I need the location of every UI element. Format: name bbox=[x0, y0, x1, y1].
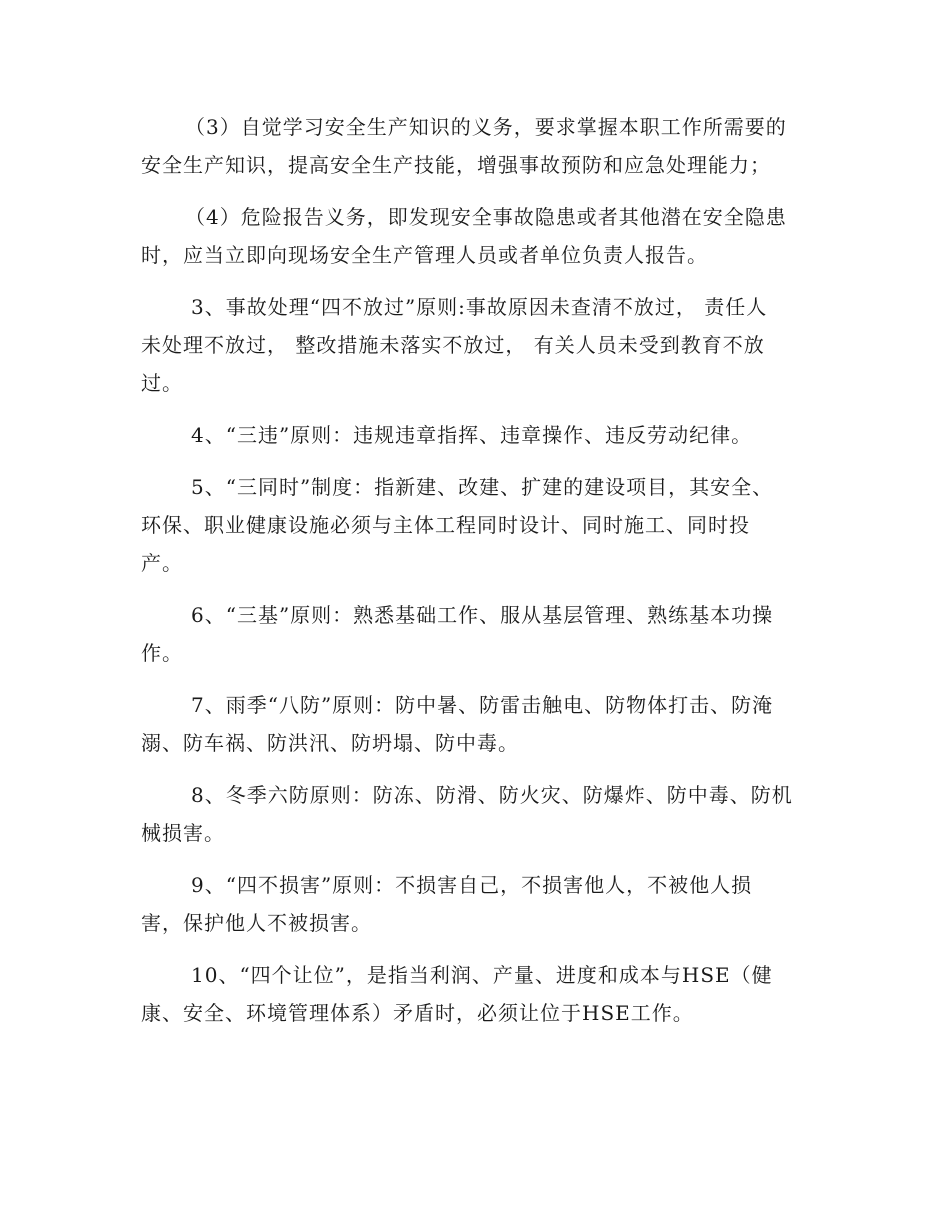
paragraph-line: （3）自觉学习安全生产知识的义务，要求掌握本职工作所需要的 bbox=[185, 115, 787, 139]
paragraph-line: 产。 bbox=[141, 551, 183, 575]
paragraph-line: 未处理不放过， 整改措施未落实不放过， 有关人员未受到教育不放 bbox=[141, 333, 765, 357]
paragraph-line: 安全生产知识，提高安全生产技能，增强事故预防和应急处理能力； bbox=[141, 153, 771, 177]
paragraph-line: 械损害。 bbox=[141, 821, 225, 845]
paragraph-line: 5、“三同时”制度：指新建、改建、扩建的建设项目，其安全、 bbox=[191, 475, 774, 499]
paragraph-line: 9、“四不损害”原则：不损害自己，不损害他人，不被他人损 bbox=[191, 873, 753, 897]
paragraph-line: （4）危险报告义务，即发现安全事故隐患或者其他潜在安全隐患 bbox=[185, 205, 787, 229]
paragraph-item-3 bbox=[141, 288, 811, 402]
paragraph-line: 3、事故处理“四不放过”原则:事故原因未查清不放过， 责任人 bbox=[191, 295, 768, 319]
paragraph-line: 害，保护他人不被损害。 bbox=[141, 911, 372, 935]
paragraph-item-9 bbox=[141, 866, 811, 942]
paragraph-duty-4 bbox=[141, 198, 811, 274]
paragraph-line: 7、雨季“八防”原则：防中暑、防雷击触电、防物体打击、防淹 bbox=[191, 693, 774, 717]
paragraph-line: 6、“三基”原则：熟悉基础工作、服从基层管理、熟练基本功操 bbox=[191, 603, 774, 627]
paragraph-item-8 bbox=[141, 776, 811, 852]
paragraph-line: 8、冬季六防原则：防冻、防滑、防火灾、防爆炸、防中毒、防机 bbox=[191, 783, 793, 807]
paragraph-item-5 bbox=[141, 468, 811, 582]
paragraph-item-10 bbox=[141, 956, 811, 1032]
paragraph-line: 10、“四个让位”，是指当利润、产量、进度和成本与HSE（健 bbox=[191, 963, 773, 987]
paragraph-item-4 bbox=[141, 416, 811, 454]
paragraph-line: 4、“三违”原则：违规违章指挥、违章操作、违反劳动纪律。 bbox=[191, 423, 753, 447]
paragraph-item-6 bbox=[141, 596, 811, 672]
paragraph-line: 康、安全、环境管理体系）矛盾时，必须让位于HSE工作。 bbox=[141, 1001, 694, 1025]
paragraph-line: 过。 bbox=[141, 371, 183, 395]
paragraph-item-7 bbox=[141, 686, 811, 762]
paragraph-duty-3 bbox=[141, 108, 811, 184]
paragraph-line: 溺、防车祸、防洪汛、防坍塌、防中毒。 bbox=[141, 731, 519, 755]
paragraph-line: 时，应当立即向现场安全生产管理人员或者单位负责人报告。 bbox=[141, 243, 708, 267]
paragraph-line: 作。 bbox=[141, 641, 183, 665]
paragraph-line: 环保、职业健康设施必须与主体工程同时设计、同时施工、同时投 bbox=[141, 513, 750, 537]
